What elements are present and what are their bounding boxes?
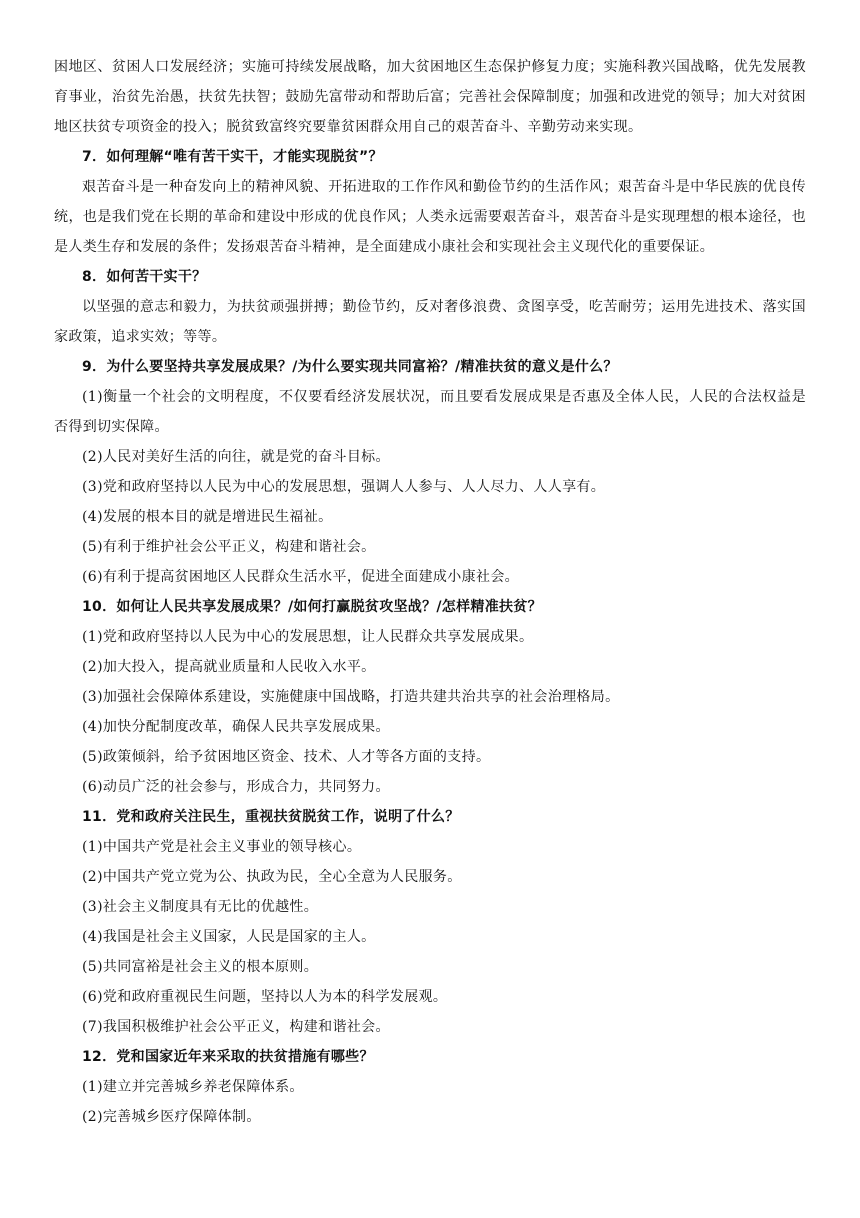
question-10-item-4: (4)加快分配制度改革，确保人民共享发展成果。 [82, 719, 390, 735]
question-11-item-1: (1)中国共产党是社会主义事业的领导核心。 [82, 839, 362, 855]
question-11-title: 11．党和政府关注民生，重视扶贫脱贫工作，说明了什么？ [82, 809, 460, 825]
question-10-item-5: (5)政策倾斜，给予贫困地区资金、技术、人才等各方面的支持。 [82, 749, 491, 765]
question-11-item-6: (6)党和政府重视民生问题，坚持以人为本的科学发展观。 [82, 989, 448, 1005]
question-10-item-1: (1)党和政府坚持以人民为中心的发展思想，让人民群众共享发展成果。 [82, 629, 534, 645]
question-11-item-5: (5)共同富裕是社会主义的根本原则。 [82, 959, 319, 975]
question-9-item-1: (1)衡量一个社会的文明程度，不仅要看经济发展状况，而且要看发展成果是否惠及全体人民，人民的合法权益是否得到切实保障。 [54, 389, 806, 435]
question-9-item-2: (2)人民对美好生活的向往，就是党的奋斗目标。 [82, 449, 390, 465]
question-9-item-4: (4)发展的根本目的就是增进民生福祉。 [82, 509, 333, 525]
question-11-item-4: (4)我国是社会主义国家，人民是国家的主人。 [82, 929, 376, 945]
question-8-title: 8．如何苦干实干？ [82, 269, 207, 285]
question-10-item-2: (2)加大投入，提高就业质量和人民收入水平。 [82, 659, 376, 675]
question-11-item-2: (2)中国共产党立党为公、执政为民，全心全意为人民服务。 [82, 869, 462, 885]
question-12-title: 12．党和国家近年来采取的扶贫措施有哪些？ [82, 1049, 374, 1065]
question-11-item-3: (3)社会主义制度具有无比的优越性。 [82, 899, 319, 915]
question-9-title: 9．为什么要坚持共享发展成果？/为什么要实现共同富裕？/精准扶贫的意义是什么？ [82, 359, 618, 375]
question-10-item-6: (6)动员广泛的社会参与，形成合力，共同努力。 [82, 779, 390, 795]
question-9-item-3: (3)党和政府坚持以人民为中心的发展思想，强调人人参与、人人尽力、人人享有。 [82, 479, 606, 495]
question-11-item-7: (7)我国积极维护社会公平正义，构建和谐社会。 [82, 1019, 390, 1035]
intro-paragraph: 困地区、贫困人口发展经济；实施可持续发展战略，加大贫困地区生态保护修复力度；实施科教兴国战略，优先发展教育事业，治贫先治愚，扶贫先扶智；鼓励先富带动和帮助后富；完善社会保障制度；加强和改进党的领导；加大对贫困地区扶贫专项资金的投入；脱贫致富终究要靠贫困群众用自己的艰苦奋斗、辛勤劳动来实现。 [54, 59, 806, 135]
question-9-item-5: (5)有利于维护社会公平正义，构建和谐社会。 [82, 539, 376, 555]
document-page [54, 52, 806, 1132]
question-9-item-6: (6)有利于提高贫困地区人民群众生活水平，促进全面建成小康社会。 [82, 569, 520, 585]
question-10-item-3: (3)加强社会保障体系建设，实施健康中国战略，打造共建共治共享的社会治理格局。 [82, 689, 620, 705]
question-10-title: 10．如何让人民共享发展成果？/如何打赢脱贫攻坚战？/怎样精准扶贫？ [82, 599, 542, 615]
question-12-item-2: (2)完善城乡医疗保障体制。 [82, 1109, 261, 1125]
question-7-title: 7．如何理解“唯有苦干实干，才能实现脱贫”？ [82, 149, 383, 165]
question-12-item-1: (1)建立并完善城乡养老保障体系。 [82, 1079, 304, 1095]
question-7-answer: 艰苦奋斗是一种奋发向上的精神风貌、开拓进取的工作作风和勤俭节约的生活作风；艰苦奋斗是中华民族的优良传统，也是我们党在长期的革命和建设中形成的优良作风；人类永远需要艰苦奋斗，艰苦奋斗是实现理想的根本途径，也是人类生存和发展的条件；发扬艰苦奋斗精神，是全面建成小康社会和实现社会主义现代化的重要保证。 [54, 179, 806, 255]
question-8-answer: 以坚强的意志和毅力，为扶贫顽强拼搏；勤俭节约，反对奢侈浪费、贪图享受，吃苦耐劳；运用先进技术、落实国家政策，追求实效；等等。 [54, 299, 806, 345]
